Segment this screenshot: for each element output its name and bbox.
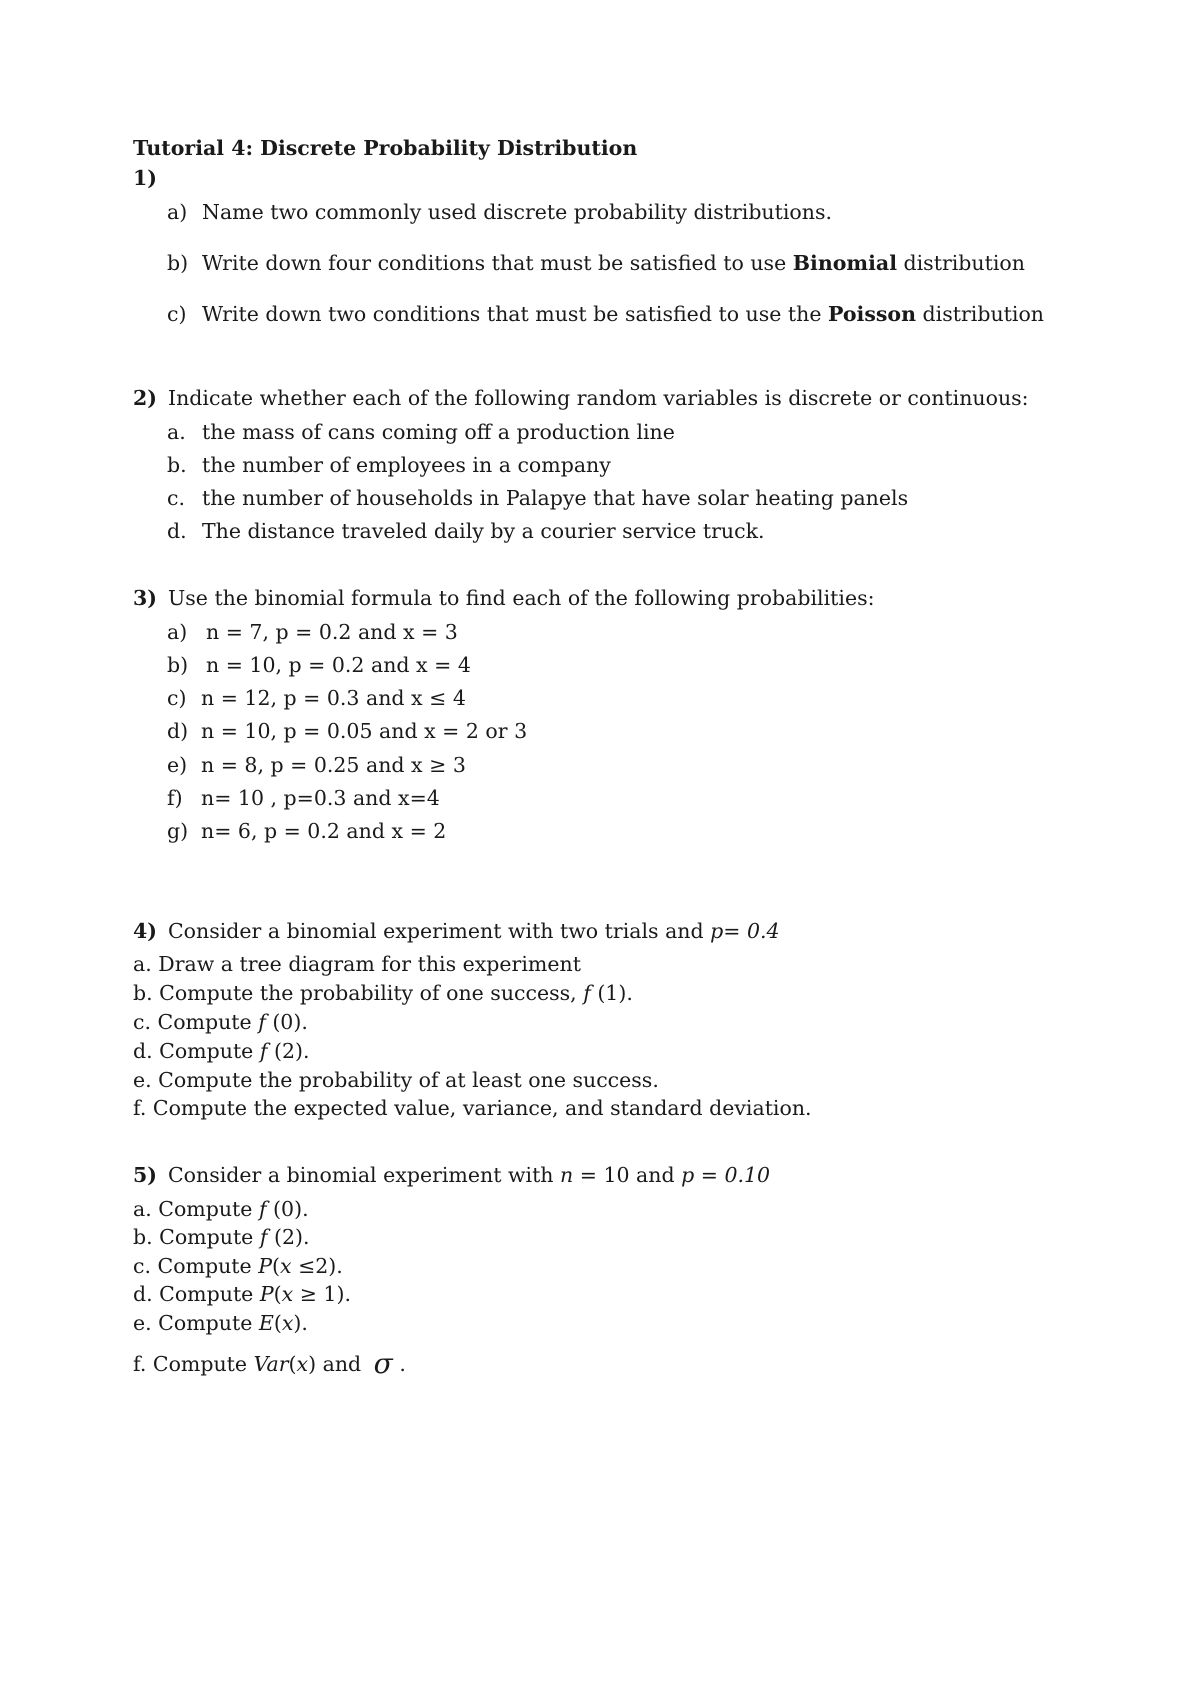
question-3-text: Use the binomial formula to find each of the following probabilities: [168,586,875,610]
q2-item-a-text: the mass of cans coming off a production line [202,420,675,444]
q1-item-a-text: Name two commonly used discrete probability distributions. [202,200,833,224]
q3-item-c-marker: c) [167,686,187,710]
question-4-text: Consider a binomial experiment with two trials and p= 0.4 [168,919,780,943]
q2-item-d-marker: d. [167,519,187,543]
q5-item-c: c. Compute P(x ≤2). [133,1254,343,1278]
q5-item-e: e. Compute E(x). [133,1311,308,1335]
q4-item-b: b. Compute the probability of one success, f (1). [133,981,633,1005]
question-5-text: Consider a binomial experiment with n = 10 and p = 0.10 [168,1163,771,1187]
question-2-number: 2) [133,386,157,410]
q3-item-a-marker: a) [167,620,188,644]
question-3-number: 3) [133,586,157,610]
q5-item-f: f. Compute Var(x) and σ . [133,1347,406,1380]
q2-item-a-marker: a. [167,420,186,444]
q5-item-d: d. Compute P(x ≥ 1). [133,1282,351,1306]
q3-item-b-marker: b) [167,653,189,677]
q3-item-b-text: n = 10, p = 0.2 and x = 4 [206,653,471,677]
question-5-number: 5) [133,1163,157,1187]
q3-item-f-text: n= 10 , p=0.3 and x=4 [201,786,440,810]
q2-item-b-text: the number of employees in a company [202,453,611,477]
q3-item-f-marker: f) [167,786,183,810]
q2-item-b-marker: b. [167,453,187,477]
q2-item-c-text: the number of households in Palapye that have solar heating panels [202,486,909,510]
question-4-number: 4) [133,919,157,943]
q5-item-a: a. Compute f (0). [133,1197,309,1221]
q1-item-c-text: Write down two conditions that must be satisfied to use the Poisson distribution [202,302,1044,326]
q3-item-d-marker: d) [167,719,189,743]
q3-item-a-text: n = 7, p = 0.2 and x = 3 [206,620,458,644]
q3-item-g-marker: g) [167,819,189,843]
q1-item-b-text: Write down four conditions that must be satisfied to use Binomial distribution [202,251,1025,275]
q4-item-c: c. Compute f (0). [133,1010,308,1034]
q1-item-c-marker: c) [167,302,187,326]
q3-item-d-text: n = 10, p = 0.05 and x = 2 or 3 [201,719,528,743]
q1-item-b-marker: b) [167,251,189,275]
q3-item-g-text: n= 6, p = 0.2 and x = 2 [201,819,447,843]
q3-item-e-marker: e) [167,753,188,777]
q3-item-c-text: n = 12, p = 0.3 and x ≤ 4 [201,686,466,710]
q4-item-a: a. Draw a tree diagram for this experiment [133,952,581,976]
q5-item-b: b. Compute f (2). [133,1225,310,1249]
q2-item-c-marker: c. [167,486,185,510]
page-title: Tutorial 4: Discrete Probability Distribution [133,136,638,160]
q3-item-e-text: n = 8, p = 0.25 and x ≥ 3 [201,753,466,777]
q1-item-a-marker: a) [167,200,188,224]
question-2-text: Indicate whether each of the following random variables is discrete or continuous: [168,386,1029,410]
sigma-symbol: σ [373,1347,393,1380]
q4-item-d: d. Compute f (2). [133,1039,310,1063]
q4-item-f: f. Compute the expected value, variance, and standard deviation. [133,1096,812,1120]
q4-item-e: e. Compute the probability of at least one success. [133,1068,659,1092]
question-1-number: 1) [133,166,157,190]
q2-item-d-text: The distance traveled daily by a courier service truck. [202,519,765,543]
